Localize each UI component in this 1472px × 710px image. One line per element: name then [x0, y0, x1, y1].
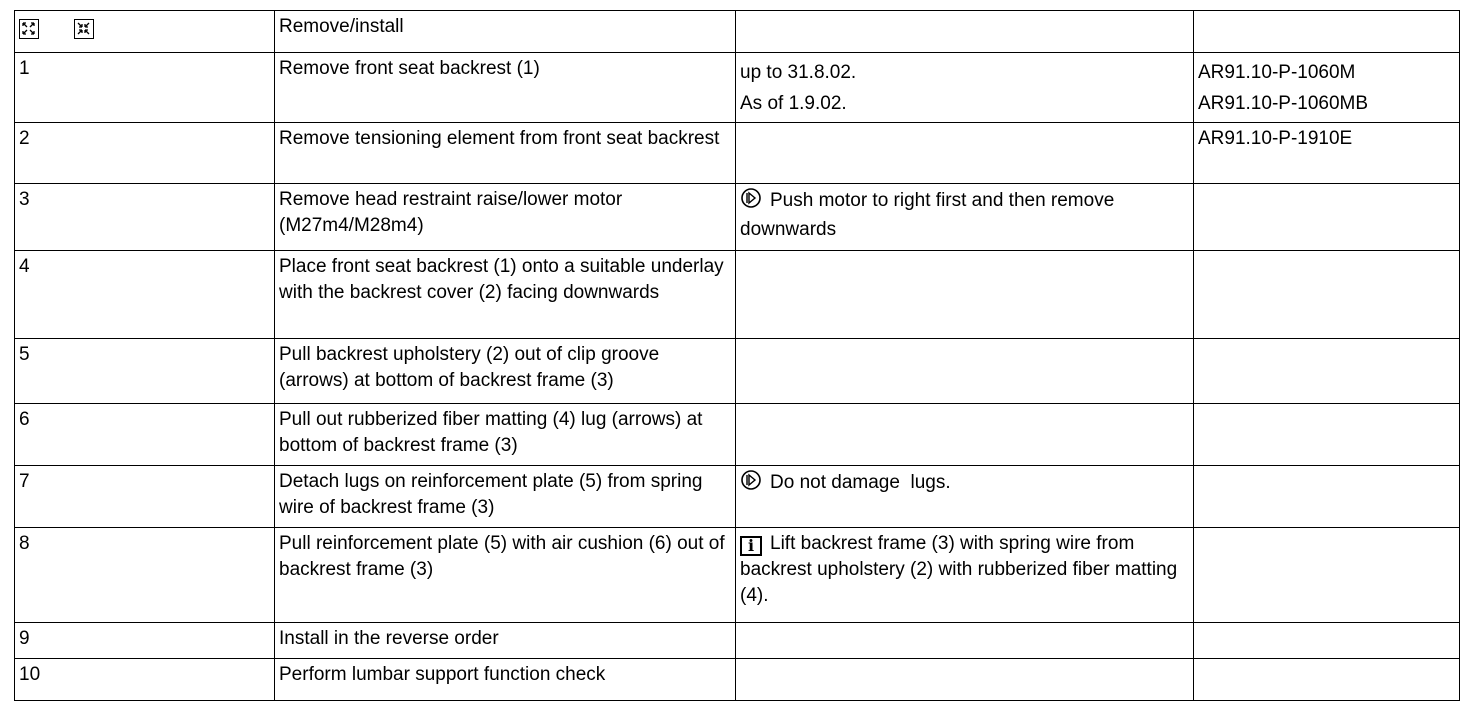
step-refs — [1194, 123, 1460, 184]
step-refs — [1194, 184, 1460, 251]
step-refs — [1194, 659, 1460, 701]
reference-link[interactable]: AR91.10-P-1910E — [1198, 128, 1353, 149]
step-action: Place front seat backrest (1) onto a suitable underlay with the backrest cover (2) facing downwards — [275, 251, 736, 339]
note-text: Lift backrest frame (3) with spring wire from backrest upholstery (2) with rubberized fiber matting (4). — [740, 533, 1178, 606]
note-text: Do not damage lugs. — [770, 472, 951, 493]
caution-icon — [740, 469, 762, 499]
step-notes — [736, 53, 1194, 123]
step-number: 6 — [15, 404, 275, 466]
step-action: Perform lumbar support function check — [275, 659, 736, 701]
step-notes — [736, 251, 1194, 339]
step-refs — [1194, 404, 1460, 466]
procedure-table — [14, 10, 1460, 701]
caution-icon — [740, 187, 762, 217]
step-action: Remove front seat backrest (1) — [275, 53, 736, 123]
reference-link[interactable]: AR91.10-P-1060M — [1198, 62, 1356, 83]
step-number: 5 — [15, 339, 275, 404]
step-refs — [1194, 623, 1460, 659]
step-number: 4 — [15, 251, 275, 339]
collapse-icon[interactable] — [74, 19, 94, 39]
step-action: Pull reinforcement plate (5) with air cushion (6) out of backrest frame (3) — [275, 528, 736, 623]
step-notes — [736, 339, 1194, 404]
note-text: Push motor to right first and then remove downwards — [740, 190, 1115, 240]
step-action: Pull backrest upholstery (2) out of clip groove (arrows) at bottom of backrest frame (3) — [275, 339, 736, 404]
step-notes — [736, 466, 1194, 528]
table-row — [15, 184, 1460, 251]
step-number: 2 — [15, 123, 275, 184]
table-row — [15, 466, 1460, 528]
table-row — [15, 53, 1460, 123]
step-notes — [736, 404, 1194, 466]
step-action: Install in the reverse order — [275, 623, 736, 659]
step-action: Remove tensioning element from front seat backrest — [275, 123, 736, 184]
table-row — [15, 251, 1460, 339]
header-empty-cell — [736, 11, 1194, 53]
table-row — [15, 404, 1460, 466]
header-icons-cell — [15, 11, 275, 53]
step-notes — [736, 659, 1194, 701]
step-notes — [736, 123, 1194, 184]
step-number: 10 — [15, 659, 275, 701]
step-refs — [1194, 466, 1460, 528]
header-title: Remove/install — [275, 11, 736, 53]
table-row — [15, 623, 1460, 659]
step-action: Pull out rubberized fiber matting (4) lug (arrows) at bottom of backrest frame (3) — [275, 404, 736, 466]
step-notes — [736, 528, 1194, 623]
reference-link[interactable]: AR91.10-P-1060MB — [1198, 93, 1369, 114]
step-refs — [1194, 528, 1460, 623]
step-number: 8 — [15, 528, 275, 623]
step-notes — [736, 184, 1194, 251]
table-row — [15, 528, 1460, 623]
note-line: up to 31.8.02. — [740, 62, 857, 83]
table-row — [15, 123, 1460, 184]
step-refs — [1194, 339, 1460, 404]
header-empty-cell — [1194, 11, 1460, 53]
info-icon: i — [740, 536, 762, 556]
table-row — [15, 659, 1460, 701]
step-number: 9 — [15, 623, 275, 659]
expand-icon[interactable] — [19, 19, 39, 39]
step-number: 1 — [15, 53, 275, 123]
step-number: 3 — [15, 184, 275, 251]
step-refs — [1194, 251, 1460, 339]
note-line: As of 1.9.02. — [740, 93, 847, 114]
step-number: 7 — [15, 466, 275, 528]
step-action: Remove head restraint raise/lower motor (M27m4/M28m4) — [275, 184, 736, 251]
step-refs — [1194, 53, 1460, 123]
step-action: Detach lugs on reinforcement plate (5) from spring wire of backrest frame (3) — [275, 466, 736, 528]
header-row — [15, 11, 1460, 53]
step-notes — [736, 623, 1194, 659]
table-row — [15, 339, 1460, 404]
